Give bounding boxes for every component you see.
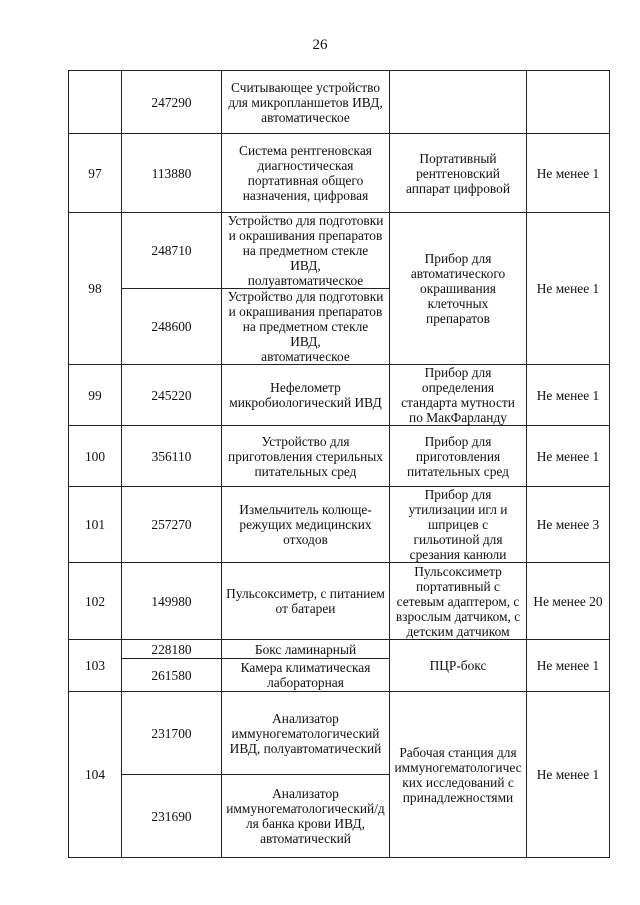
- row-number-cell: 99: [69, 365, 122, 426]
- table-row: [69, 640, 610, 659]
- code-cell: 231700: [122, 692, 222, 775]
- row-number-cell: 98: [69, 213, 122, 365]
- quantity-cell: Не менее 1: [527, 426, 610, 487]
- code-cell: 149980: [122, 563, 222, 640]
- name-cell: Прибор для определения стандарта мутности по МакФарланду: [390, 365, 527, 426]
- device-cell: Система рентгеновская диагностическая портативная общего назначения, цифровая: [222, 134, 390, 213]
- device-cell: Считывающее устройство для микропланшетов ИВД, автоматическое: [222, 71, 390, 134]
- row-number-cell: 97: [69, 134, 122, 213]
- device-cell: Анализатор иммуногематологический/д ля банка крови ИВД, автоматический: [222, 775, 390, 858]
- device-cell: Камера климатическая лабораторная: [222, 659, 390, 692]
- quantity-cell: Не менее 1: [527, 640, 610, 692]
- page-number: 26: [312, 37, 328, 53]
- device-cell: Бокс ламинарный: [222, 640, 390, 659]
- equipment-table: [68, 70, 610, 858]
- code-cell: 261580: [122, 659, 222, 692]
- device-cell: Устройство для подготовки и окрашивания препаратов на предметном стекле ИВД, полуавтоматическое: [222, 213, 390, 289]
- table-row: [69, 213, 610, 289]
- quantity-cell: Не менее 20: [527, 563, 610, 640]
- row-number-cell: 100: [69, 426, 122, 487]
- device-cell: Нефелометр микробиологический ИВД: [222, 365, 390, 426]
- name-cell: Рабочая станция для иммуногематологичес ких исследований с принадлежностями: [390, 692, 527, 858]
- quantity-cell: Не менее 1: [527, 692, 610, 858]
- table-row: [69, 134, 610, 213]
- row-number-cell: 102: [69, 563, 122, 640]
- device-cell: Устройство для подготовки и окрашивания препаратов на предметном стекле ИВД, автоматическое: [222, 289, 390, 365]
- device-cell: Пульсоксиметр, с питанием от батареи: [222, 563, 390, 640]
- row-number-cell: 104: [69, 692, 122, 858]
- name-cell: Прибор для утилизации игл и шприцев с гильотиной для срезания канюли: [390, 487, 527, 563]
- quantity-cell: [527, 71, 610, 134]
- code-cell: 113880: [122, 134, 222, 213]
- table-row: [69, 426, 610, 487]
- name-cell: ПЦР-бокс: [390, 640, 527, 692]
- row-number-cell: 103: [69, 640, 122, 692]
- name-cell: Прибор для приготовления питательных сред: [390, 426, 527, 487]
- code-cell: 231690: [122, 775, 222, 858]
- table-row: [69, 71, 610, 134]
- device-cell: Измельчитель колюще- режущих медицинских отходов: [222, 487, 390, 563]
- code-cell: 248600: [122, 289, 222, 365]
- row-number-cell: 101: [69, 487, 122, 563]
- device-cell: Устройство для приготовления стерильных питательных сред: [222, 426, 390, 487]
- code-cell: 356110: [122, 426, 222, 487]
- device-cell: Анализатор иммуногематологический ИВД, полуавтоматический: [222, 692, 390, 775]
- code-cell: 247290: [122, 71, 222, 134]
- table-row: [69, 487, 610, 563]
- quantity-cell: Не менее 1: [527, 365, 610, 426]
- name-cell: Пульсоксиметр портативный с сетевым адаптером, с взрослым датчиком, с детским датчиком: [390, 563, 527, 640]
- name-cell: [390, 71, 527, 134]
- quantity-cell: Не менее 1: [527, 213, 610, 365]
- table-row: [69, 563, 610, 640]
- name-cell: Портативный рентгеновский аппарат цифровой: [390, 134, 527, 213]
- code-cell: 257270: [122, 487, 222, 563]
- code-cell: 245220: [122, 365, 222, 426]
- table-row: [69, 365, 610, 426]
- row-number-cell: [69, 71, 122, 134]
- code-cell: 248710: [122, 213, 222, 289]
- name-cell: Прибор для автоматического окрашивания клеточных препаратов: [390, 213, 527, 365]
- code-cell: 228180: [122, 640, 222, 659]
- quantity-cell: Не менее 3: [527, 487, 610, 563]
- quantity-cell: Не менее 1: [527, 134, 610, 213]
- table-row: [69, 692, 610, 775]
